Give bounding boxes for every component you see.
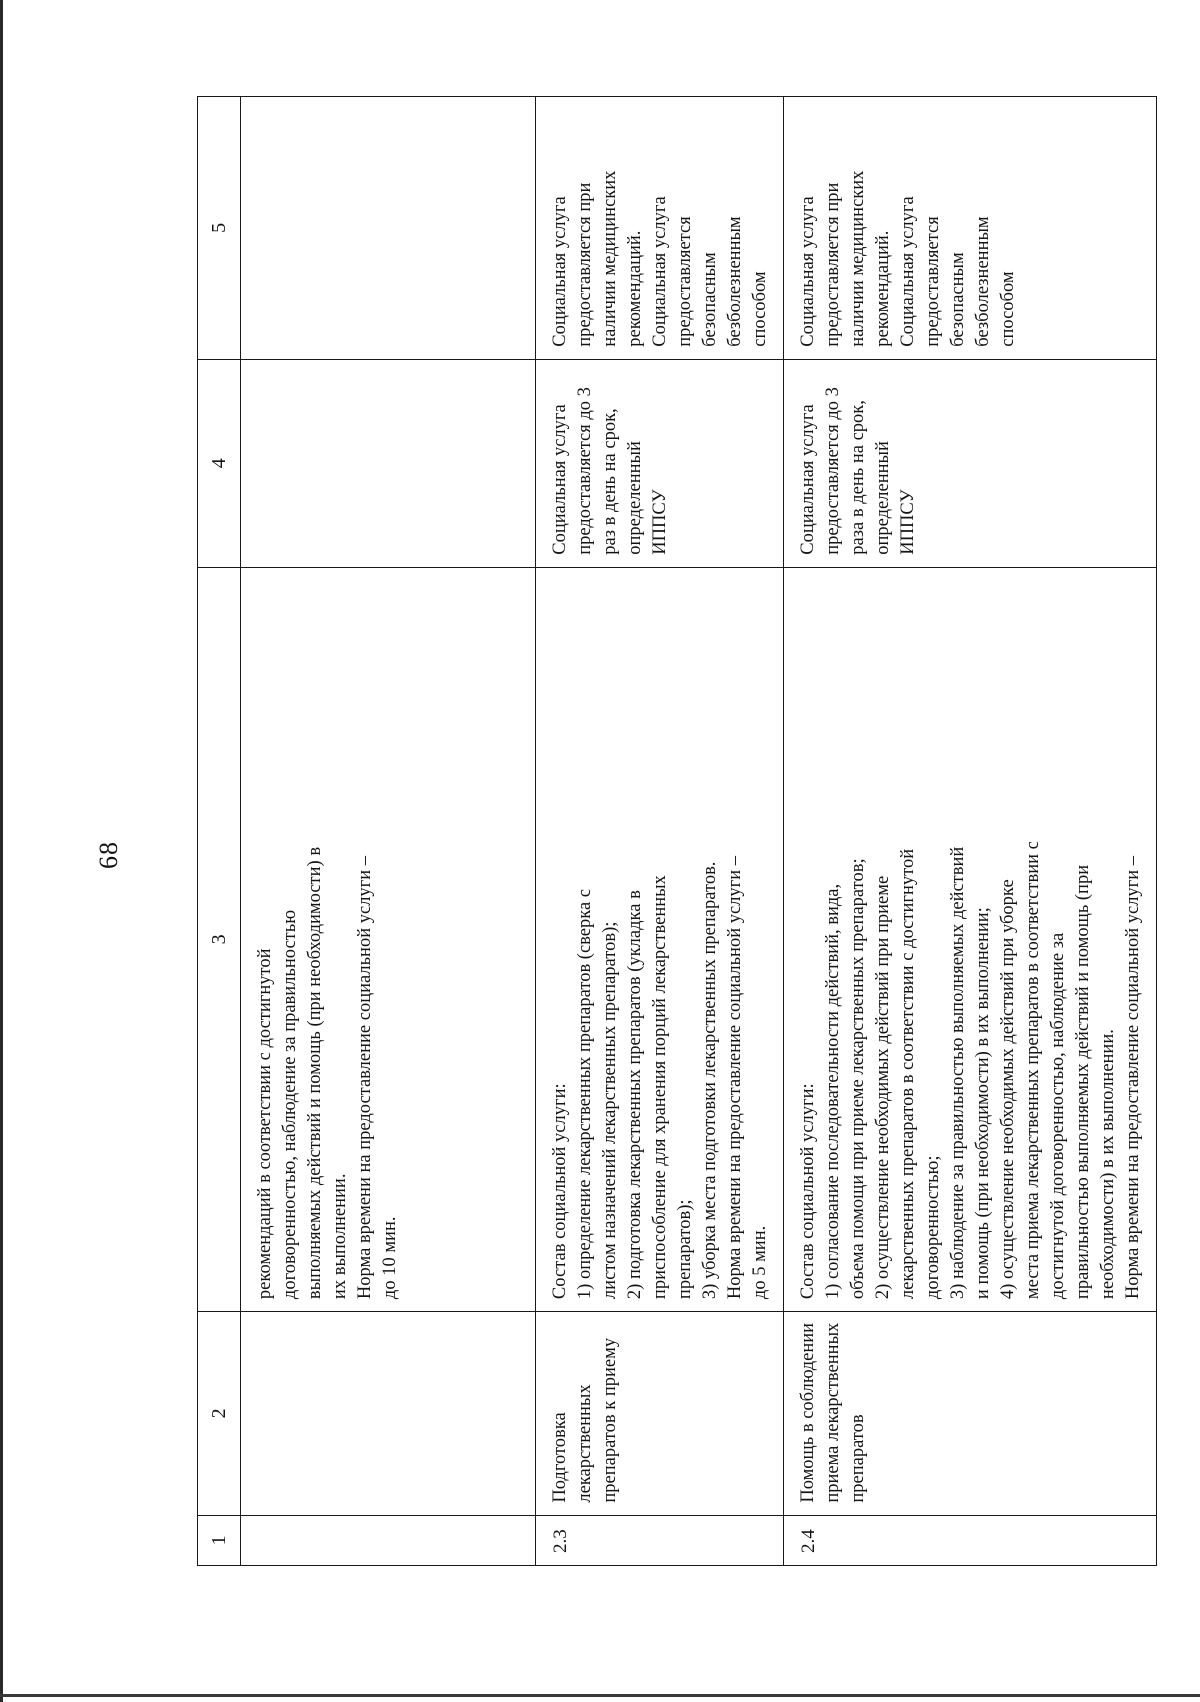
table-row (784, 97, 1157, 1566)
content-line: 2) подготовка лекарственных препаратов (укладка в (625, 890, 645, 1300)
service-period (241, 359, 536, 567)
content-line: до 10 мин. (380, 1216, 400, 1300)
service-content (241, 567, 536, 1311)
table-header-row (198, 97, 241, 1566)
table-row (241, 97, 536, 1566)
header-col-4: 4 (198, 359, 241, 567)
service-conditions (784, 97, 1157, 360)
content-line: Состав социальной услуги: (798, 1083, 818, 1300)
content-line: лекарственных препаратов в соответствии с достигнутой (898, 848, 918, 1300)
content-line: Состав социальной услуги: (550, 1083, 570, 1300)
content-line: Норма времени на предоставление социальной услуги – (355, 855, 375, 1300)
service-conditions (241, 97, 536, 360)
services-table-container (197, 96, 1143, 1566)
content-line: 3) уборка места подготовки лекарственных препаратов. (700, 861, 720, 1300)
conditions-line: безопасным (700, 252, 720, 347)
conditions-line: предоставляется (923, 216, 943, 347)
conditions-line: предоставляется при (823, 182, 843, 347)
content-line: и помощь (при необходимости) в их выполнении; (973, 907, 993, 1300)
content-line: достигнутой договоренностью, наблюдение за (1048, 932, 1068, 1300)
period-line: определенный (873, 441, 893, 555)
content-line: препаратов); (675, 1199, 695, 1300)
period-line: Социальная услуга (798, 404, 818, 555)
service-period (784, 359, 1157, 567)
row-number: 2.4 (784, 1515, 1157, 1565)
conditions-line: рекомендаций. (625, 230, 645, 347)
period-line: раза в день на срок, (848, 400, 868, 555)
content-line: Норма времени на предоставление социальной услуги – (1123, 855, 1143, 1300)
conditions-line: наличии медицинских (848, 170, 868, 347)
content-line: 4) осуществление необходимых действий при уборке (998, 879, 1018, 1300)
conditions-line: Социальная услуга (550, 196, 570, 347)
service-name (241, 1312, 536, 1516)
period-line: предоставляется до 3 (823, 387, 843, 555)
scan-left-edge (0, 0, 3, 1702)
content-line: 3) наблюдение за правильностью выполняемых действий (948, 846, 968, 1300)
content-line: необходимости) в их выполнении. (1098, 1029, 1118, 1300)
conditions-line: безболезненным (973, 216, 993, 347)
content-line: приспособление для хранения порций лекарственных (650, 875, 670, 1300)
scan-bottom-edge (0, 1694, 1200, 1697)
service-period (536, 359, 784, 567)
conditions-line: Социальная услуга (650, 196, 670, 347)
rotated-table-wrapper (197, 96, 1143, 1566)
row-number: 2.3 (536, 1515, 784, 1565)
period-line: Социальная услуга (550, 404, 570, 555)
conditions-line: рекомендаций. (873, 230, 893, 347)
conditions-line: Социальная услуга (898, 196, 918, 347)
header-col-5: 5 (198, 97, 241, 360)
content-line: Норма времени на предоставление социальной услуги – (725, 855, 745, 1300)
content-line: объема помощи при приеме лекарственных препаратов; (848, 858, 868, 1300)
content-line: 2) осуществление необходимых действий при приеме (873, 875, 893, 1300)
content-line: договоренностью, наблюдение за правильностью (280, 909, 300, 1300)
period-line: ИППСУ (898, 489, 918, 555)
content-line: до 5 мин. (750, 1225, 770, 1300)
period-line: определенный (625, 441, 645, 555)
content-line: договоренностью; (923, 1155, 943, 1300)
service-name: Помощь в соблюдении приема лекарственных препаратов (784, 1312, 1157, 1516)
content-line: выполняемых действий и помощь (при необходимости) в (305, 846, 325, 1300)
header-col-1: 1 (198, 1515, 241, 1565)
conditions-line: способом (750, 271, 770, 347)
page-number: 68 (94, 841, 123, 869)
content-line: листом назначений лекарственных препаратов); (600, 921, 620, 1300)
content-line: места приема лекарственных препаратов в соответствии с (1023, 841, 1043, 1300)
period-line: ИППСУ (650, 489, 670, 555)
services-table (197, 96, 1157, 1566)
service-content (784, 567, 1157, 1311)
period-line: предоставляется до 3 (575, 387, 595, 555)
header-col-2: 2 (198, 1312, 241, 1516)
service-name: Подготовка лекарственных препаратов к приему (536, 1312, 784, 1516)
content-line: рекомендаций в соответствии с достигнутой (255, 948, 275, 1300)
content-line: 1) определение лекарственных препаратов (сверка с (575, 888, 595, 1300)
conditions-line: Социальная услуга (798, 196, 818, 347)
content-line: 1) согласование последовательности действий, вида, (823, 883, 843, 1300)
conditions-line: безопасным (948, 252, 968, 347)
service-conditions (536, 97, 784, 360)
service-content (536, 567, 784, 1311)
conditions-line: безболезненным (725, 216, 745, 347)
conditions-line: наличии медицинских (600, 170, 620, 347)
conditions-line: предоставляется (675, 216, 695, 347)
table-row (536, 97, 784, 1566)
conditions-line: способом (998, 271, 1018, 347)
row-number (241, 1515, 536, 1565)
header-col-3: 3 (198, 567, 241, 1311)
content-line: правильностью выполняемых действий и помощь (при (1073, 864, 1093, 1300)
period-line: раз в день на срок, (600, 408, 620, 555)
conditions-line: предоставляется при (575, 182, 595, 347)
content-line: их выполнении. (330, 1173, 350, 1300)
